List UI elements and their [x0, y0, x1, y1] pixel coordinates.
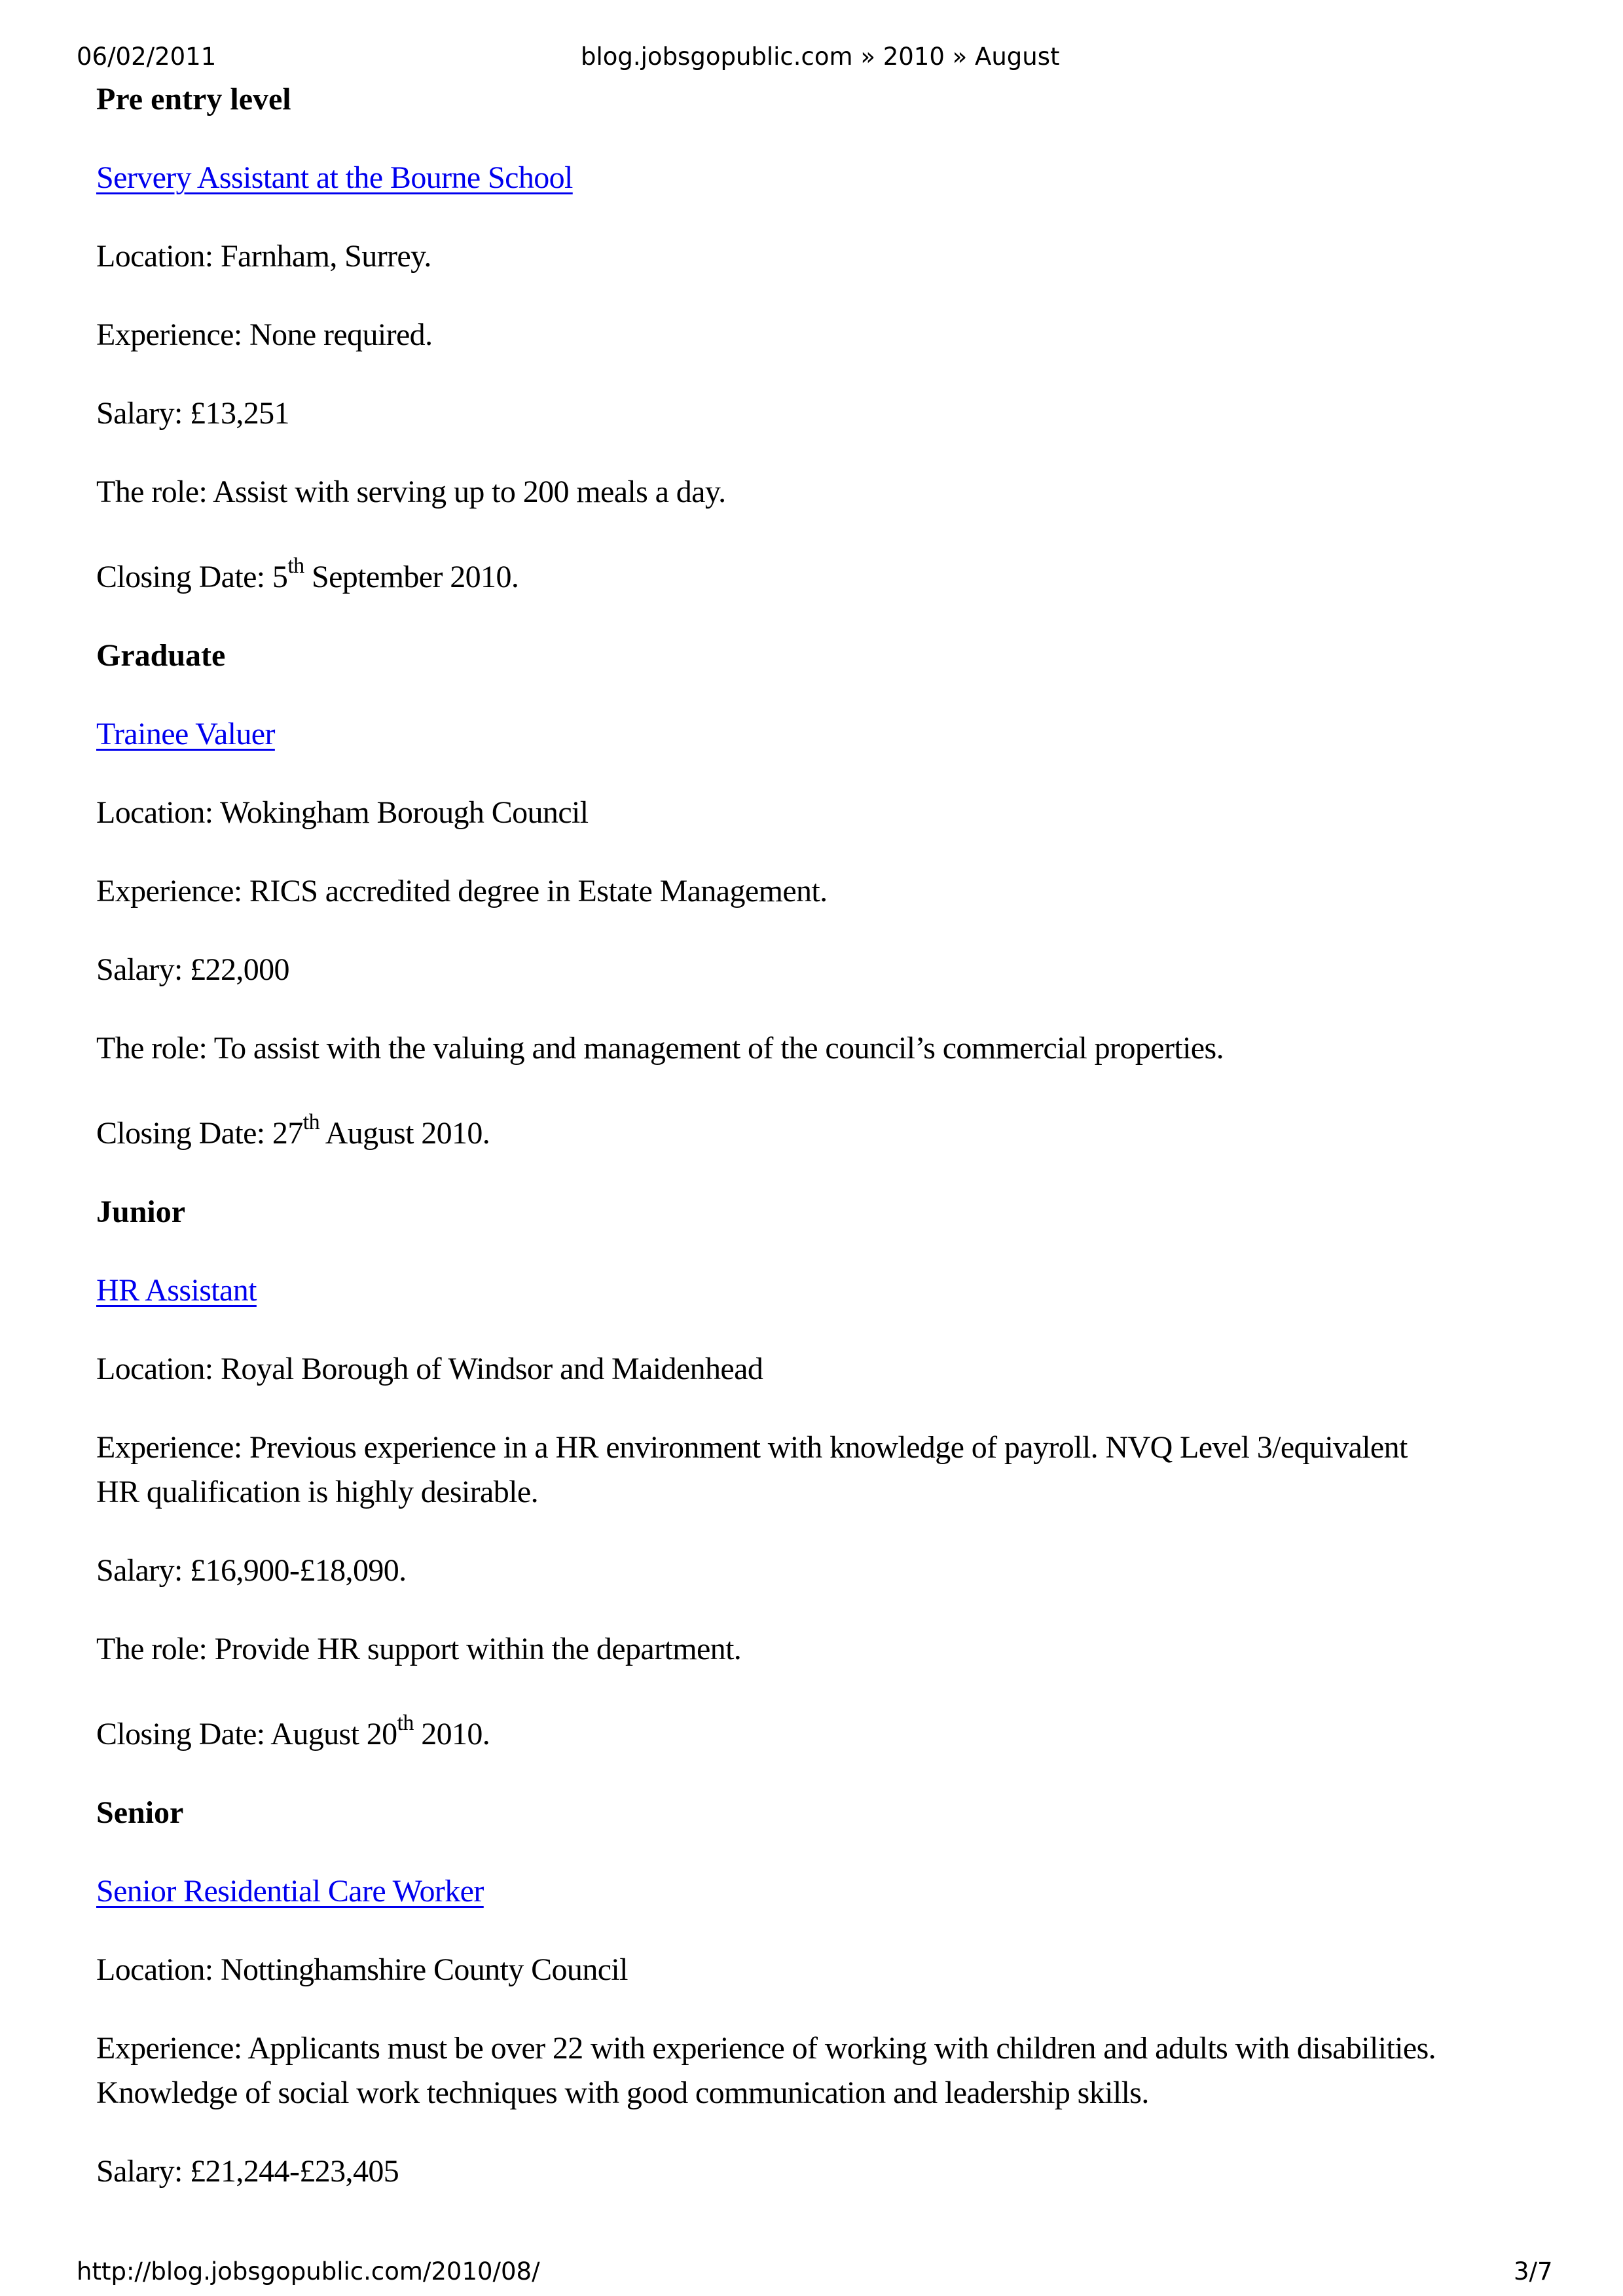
job-link-trainee-valuer[interactable]: Trainee Valuer [96, 717, 275, 751]
job-location: Location: Farnham, Surrey. [96, 239, 431, 274]
print-page-number: 3/7 [1514, 2257, 1553, 2286]
print-page-title: blog.jobsgopublic.com » 2010 » August [581, 43, 1060, 71]
print-page-url: http://blog.jobsgopublic.com/2010/08/ [77, 2257, 540, 2286]
section-heading-graduate: Graduate [96, 638, 226, 673]
job-salary: Salary: £21,244-£23,405 [96, 2154, 399, 2189]
job-link-servery-assistant[interactable]: Servery Assistant at the Bourne School [96, 160, 573, 195]
job-closing-date: Closing Date: August 20th 2010. [96, 1711, 490, 1751]
print-date: 06/02/2011 [77, 43, 217, 71]
job-role: The role: To assist with the valuing and management of the council’s commercial properties. [96, 1031, 1224, 1066]
job-salary: Salary: £13,251 [96, 396, 289, 431]
job-experience: Experience: Previous experience in a HR environment with knowledge of payroll. NVQ Level 3/equivalent [96, 1430, 1408, 1465]
job-link-hr-assistant[interactable]: HR Assistant [96, 1273, 257, 1308]
section-heading-pre-entry: Pre entry level [96, 82, 291, 117]
job-salary: Salary: £22,000 [96, 952, 289, 987]
job-location: Location: Royal Borough of Windsor and Maidenhead [96, 1352, 763, 1386]
job-experience: Experience: Applicants must be over 22 with experience of working with children and adults with disabilities. [96, 2031, 1436, 2066]
job-location: Location: Nottinghamshire County Council [96, 1952, 628, 1987]
job-location: Location: Wokingham Borough Council [96, 795, 589, 830]
job-salary: Salary: £16,900-£18,090. [96, 1553, 407, 1588]
job-role: The role: Provide HR support within the department. [96, 1632, 742, 1666]
job-role: The role: Assist with serving up to 200 meals a day. [96, 475, 726, 509]
job-experience-continued: HR qualification is highly desirable. [96, 1475, 538, 1509]
job-experience: Experience: RICS accredited degree in Estate Management. [96, 874, 828, 908]
job-experience-continued: Knowledge of social work techniques with good communication and leadership skills. [96, 2075, 1149, 2110]
job-link-senior-residential-care-worker[interactable]: Senior Residential Care Worker [96, 1874, 484, 1909]
job-closing-date: Closing Date: 27th August 2010. [96, 1110, 490, 1151]
job-experience: Experience: None required. [96, 317, 433, 352]
section-heading-junior: Junior [96, 1194, 186, 1229]
job-closing-date: Closing Date: 5th September 2010. [96, 554, 519, 594]
section-heading-senior: Senior [96, 1795, 184, 1830]
